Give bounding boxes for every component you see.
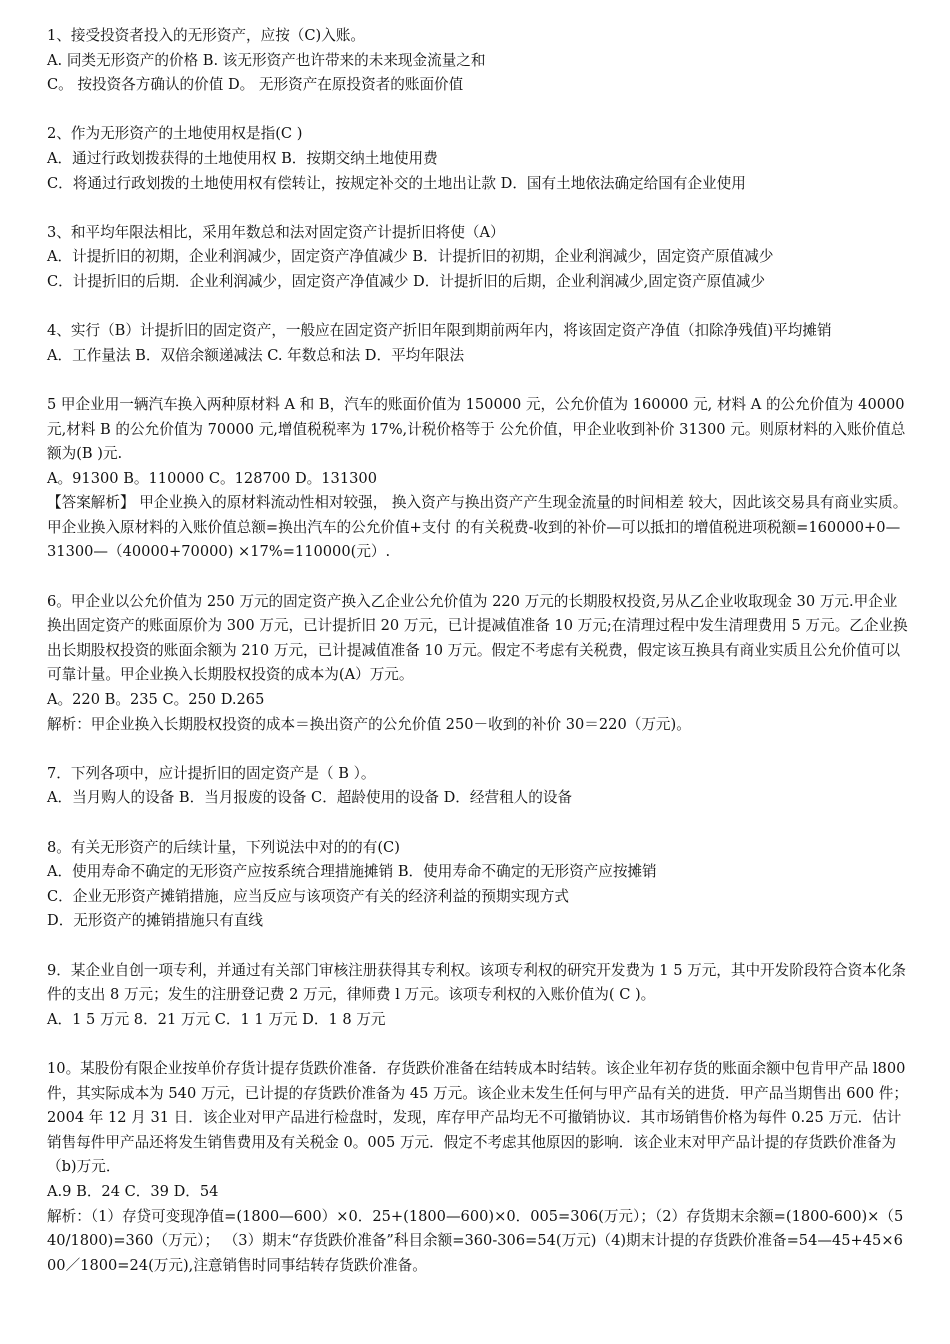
question-stem: 4、实行（B）计提折旧的固定资产，一般应在固定资产折旧年限到期前两年内，将该固定资产净值（扣除净残值)平均摊销: [47, 322, 832, 340]
question-stem: 1、接受投资者投入的无形资产，应按（C)入账。: [47, 27, 366, 44]
answer-options: C．计提折旧的后期．企业利润减少，固定资产净值减少 D．计提折旧的后期，企业利润减少,固定资产原值减少: [47, 272, 766, 290]
answer-options: A。220 B。235 C。250 D.265: [47, 691, 265, 709]
question-stem: 6。甲企业以公允价值为 250 万元的固定资产换入乙企业公允价值为 220 万元的长期股权投资,另从乙企业收取现金 30 万元.甲企业换出固定资产的账面原价为 300 万元，已计提折旧 20 万元，已计提减值准备 10 万元;在清理过程中发生清理费用 5 万元。乙企业换出长期股权投资的账面余额为 210 万元，已计提减值准备 10 万元。假定不考虑有关税费，假定该互换具有商业实质且公允价值可以可靠计量。甲企业换入长期股权投资的成本为(A）万元。: [47, 592, 908, 684]
answer-explanation: 解析：甲企业换入长期股权投资的成本＝换出资产的公允价值 250－收到的补价 30＝220（万元)。: [47, 715, 691, 733]
answer-options: C。 按投资各方确认的价值 D。 无形资产在原投资者的账面价值: [47, 76, 464, 94]
question-4: [47, 319, 909, 368]
question-9: [47, 959, 909, 1033]
question-stem: 10。某股份有限企业按单价存货计提存货跌价准备．存货跌价准备在结转成本时结转。该企业年初存货的账面余额中包肯甲产品 l800 件，其实际成本为 540 万元，已计提的存货跌价准备为 45 万元。该企业未发生任何与甲产品有关的进货．甲产品当期售出 600 件；2004 年 12 月 31 日．该企业对甲产品进行检盘时，发现，库存甲产品均无不可撤销协议．其市场销售价格为每件 0.25 万元．估计销售每件甲产品还将发生销售费用及有关税金 0。005 万元．假定不考虑其他原因的影响．该企业末对甲产品计提的存货跌价准备为（b)万元．: [47, 1059, 908, 1176]
question-5: [47, 393, 909, 565]
answer-options: C．企业无形资产摊销措施，应当反应与该项资产有关的经济利益的预期实现方式: [47, 887, 569, 905]
question-1: [47, 24, 909, 98]
answer-options: A．使用寿命不确定的无形资产应按系统合理措施摊销 B．使用寿命不确定的无形资产应按摊销: [47, 863, 657, 881]
question-6: [47, 590, 909, 738]
answer-options: A．当月购人的设备 B．当月报废的设备 C．超龄使用的设备 D．经营租人的设备: [47, 789, 573, 807]
document-page: [47, 24, 909, 1278]
question-stem: 2、作为无形资产的土地使用权是指(C ): [47, 125, 303, 143]
answer-options: A. 同类无形资产的价格 B. 该无形资产也许带来的未来现金流量之和: [47, 51, 486, 69]
question-3: [47, 221, 909, 295]
answer-options: A．计提折旧的初期，企业利润减少，固定资产净值减少 B．计提折旧的初期，企业利润减少，固定资产原值减少: [47, 248, 774, 266]
answer-options: A．1 5 万元 8．21 万元 C．1 1 万元 D．1 8 万元: [47, 1010, 386, 1028]
question-stem: 7．下列各项中，应计提折旧的固定资产是（ B ）。: [47, 764, 376, 782]
answer-explanation: 【答案解析】 甲企业换入的原材料流动性相对较强， 换入资产与换出资产产生现金流量的时间相差 较大，因此该交易具有商业实质。甲企业换入原材料的入账价值总额=换出汽车的公允价值+支付 的有关税费-收到的补价—可以抵扣的增值税进项税额=160000+0—31300—（40000+70000) ×17%=110000(元）.: [47, 494, 908, 561]
answer-explanation: 解析：（1）存贷可变现净值=(1800—600）×0．25+(1800—600)×0．005=306(万元）；（2）存货期末余额=(1800-600)×（540/1800)=360（万元）； （3）期末“存货跌价准备”科目余额=360-306=54(万元)（4)期末计提的存货跌价准备=54—45+45×600／1800=24(万元),注意销售时同事结转存货跌价准备。: [47, 1207, 904, 1274]
question-stem: 8。有关无形资产的后续计量，下列说法中对的的有(C): [47, 838, 400, 856]
answer-options: D．无形资产的摊销措施只有直线: [47, 912, 264, 930]
question-10: [47, 1057, 909, 1278]
question-2: [47, 122, 909, 196]
question-stem: 5 甲企业用一辆汽车换入两种原材料 A 和 B，汽车的账面价值为 150000 元，公允价值为 160000 元, 材料 A 的公允价值为 40000 元,材料 B 的公允价值为 70000 元,增值税税率为 17%,计税价格等于 公允价值，甲企业收到补价 31300 元。则原材料的入账价值总额为(B )元.: [47, 395, 906, 463]
answer-options: A。91300 B。110000 C。128700 D。131300: [47, 469, 377, 487]
question-stem: 9．某企业自创一项专利，并通过有关部门审核注册获得其专利权。该项专利权的研究开发费为 1 5 万元，其中开发阶段符合资本化条件的支出 8 万元；发生的注册登记费 2 万元，律师费 l 万元。该项专利权的入账价值为( C )。: [47, 961, 907, 1004]
answer-options: A．通过行政划拨获得的土地使用权 B．按期交纳土地使用费: [47, 149, 438, 167]
answer-options: C．将通过行政划拨的土地使用权有偿转让，按规定补交的土地出让款 D．国有土地依法确定给国有企业使用: [47, 174, 746, 192]
question-8: [47, 836, 909, 934]
question-stem: 3、和平均年限法相比，采用年数总和法对固定资产计提折旧将使（A）: [47, 223, 505, 241]
question-7: [47, 762, 909, 811]
answer-options: A.9 B．24 C．39 D．54: [47, 1182, 219, 1200]
answer-options: A．工作量法 B．双倍余额递减法 C. 年数总和法 D．平均年限法: [47, 346, 465, 364]
